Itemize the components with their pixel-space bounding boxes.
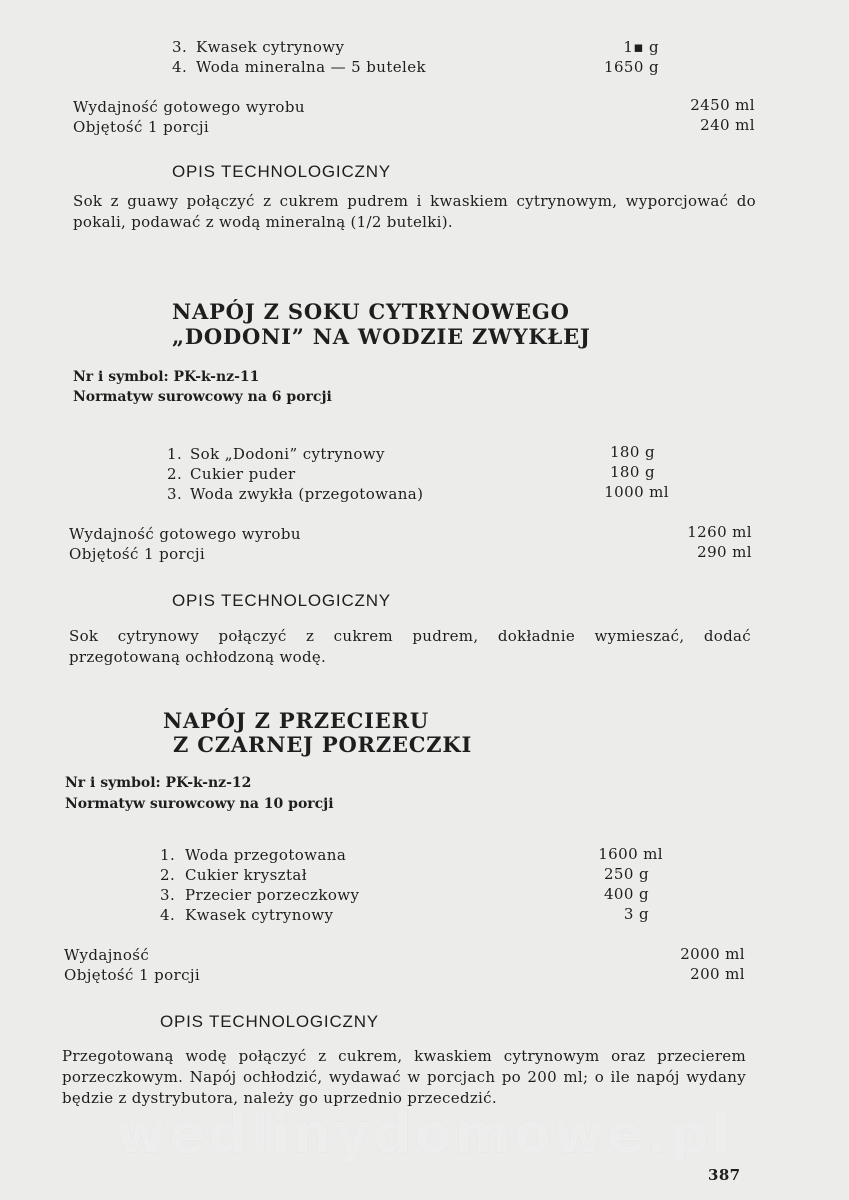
ingredient-number: 1. xyxy=(160,846,176,864)
ingredient-name: Kwasek cytrynowy xyxy=(196,38,345,56)
ingredient-name: Cukier puder xyxy=(190,465,296,483)
description-heading: OPIS TECHNOLOGICZNY xyxy=(172,162,391,181)
yield-label: Wydajność gotowego wyrobu xyxy=(69,525,301,543)
ingredient-quantity: 180 g xyxy=(609,443,655,461)
ingredient-number: 3. xyxy=(160,886,176,904)
ingredient-quantity: 1650 g xyxy=(604,58,659,76)
ingredient-name: Cukier kryształ xyxy=(185,866,308,884)
yield-value: 2450 ml xyxy=(690,96,755,114)
yield-value: 2000 ml xyxy=(680,945,745,963)
recipe-title-line1: NAPÓJ Z SOKU CYTRYNOWEGO xyxy=(172,299,570,324)
yield-label: Wydajność xyxy=(64,946,150,964)
description-heading: OPIS TECHNOLOGICZNY xyxy=(172,591,391,610)
description-text: Sok z guawy połączyć z cukrem pudrem i kwaskiem cytrynowym, wyporcjować do pokali, podawać z wodą mineralną (1/2 butelki). xyxy=(73,192,756,231)
ingredient-name: Woda mineralna — 5 butelek xyxy=(196,58,426,76)
recipe-title-line2: „DODONI” NA WODZIE ZWYKŁEJ xyxy=(172,324,591,349)
raw-material-norm: Normatyw surowcowy na 6 porcji xyxy=(73,389,332,405)
recipe-title-line1: NAPÓJ Z PRZECIERU xyxy=(163,708,429,733)
recipe-symbol: Nr i symbol: PK-k-nz-11 xyxy=(73,369,260,385)
ingredient-quantity: 1000 ml xyxy=(604,483,669,501)
ingredient-number: 4. xyxy=(160,906,176,924)
ingredient-name: Kwasek cytrynowy xyxy=(185,906,334,924)
watermark: wedlinydomowe.pl xyxy=(116,1102,734,1165)
ingredient-name: Sok „Dodoni” cytrynowy xyxy=(190,445,385,463)
page-number: 387 xyxy=(708,1166,741,1184)
ingredient-number: 2. xyxy=(160,866,176,884)
portion-label: Objętość 1 porcji xyxy=(69,545,206,563)
ingredient-quantity: 250 g xyxy=(603,865,649,883)
portion-label: Objętość 1 porcji xyxy=(73,118,210,136)
recipe-symbol: Nr i symbol: PK-k-nz-12 xyxy=(65,775,252,791)
description-text: Sok cytrynowy połączyć z cukrem pudrem, dokładnie wymieszać, dodać przegotowaną ochłodzoną wodę. xyxy=(69,627,751,666)
description-heading: OPIS TECHNOLOGICZNY xyxy=(160,1012,379,1031)
ingredient-quantity: 1▪ g xyxy=(623,38,659,56)
ingredient-quantity: 3 g xyxy=(623,905,649,923)
yield-label: Wydajność gotowego wyrobu xyxy=(73,98,305,116)
ingredient-name: Woda zwykła (przegotowana) xyxy=(190,485,424,503)
ingredient-number: 1. xyxy=(167,445,183,463)
portion-value: 240 ml xyxy=(700,116,755,134)
ingredient-number: 3. xyxy=(167,485,183,503)
portion-label: Objętość 1 porcji xyxy=(64,966,201,984)
portion-value: 290 ml xyxy=(697,543,752,561)
ingredient-name: Woda przegotowana xyxy=(185,846,347,864)
ingredient-quantity: 400 g xyxy=(603,885,649,903)
ingredient-quantity: 1600 ml xyxy=(598,845,663,863)
ingredient-quantity: 180 g xyxy=(609,463,655,481)
portion-value: 200 ml xyxy=(690,965,745,983)
ingredient-name: Przecier porzeczkowy xyxy=(185,886,360,904)
yield-value: 1260 ml xyxy=(687,523,752,541)
recipe-title-line2: Z CZARNEJ PORZECZKI xyxy=(173,732,473,757)
raw-material-norm: Normatyw surowcowy na 10 porcji xyxy=(65,796,334,812)
ingredient-number: 4. xyxy=(172,58,188,76)
ingredient-number: 2. xyxy=(167,465,183,483)
description-text: Przegotowaną wodę połączyć z cukrem, kwaskiem cytrynowym oraz przecierem porzeczkowym. Napój ochłodzić, wydawać w porcjach po 200 ml; o ile napój wydany będzie z dystrybutora, należy go uprzednio przecedzić. xyxy=(62,1047,746,1107)
ingredient-number: 3. xyxy=(172,38,188,56)
